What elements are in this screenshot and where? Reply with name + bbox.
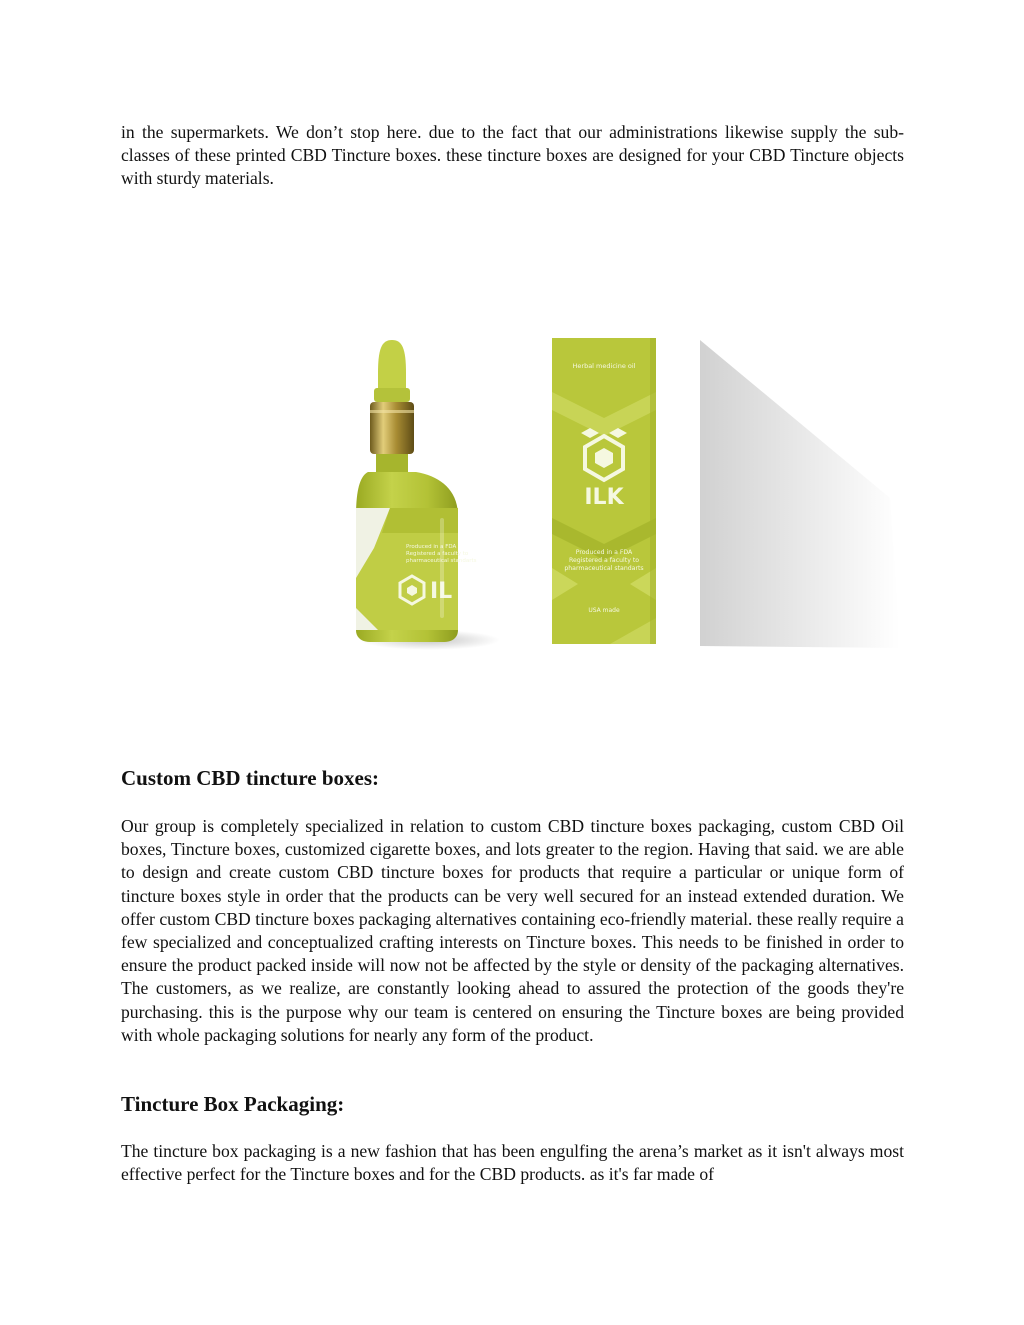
packaging-paragraph: The tincture box packaging is a new fashion that has been engulfing the arena’s market as it isn't always most effective perfect for the Tincture boxes and for the CBD products. as it's far made of — [121, 1141, 904, 1185]
bottle-text-2: Registered a faculty to — [406, 551, 469, 557]
box-text-2: Registered a faculty to — [568, 557, 640, 564]
bottle-text-1: Produced in a FDA — [406, 544, 457, 550]
intro-paragraph: in the supermarkets. We don’t stop here. due to the fact that our administrations likewise supply the sub-classes of these printed CBD Tincture boxes. these tincture boxes are designed for your CBD Tincture objects with sturdy materials. — [121, 122, 904, 189]
tincture-bottle — [356, 340, 477, 642]
tincture-box — [552, 338, 656, 644]
heading-custom-boxes: Custom CBD tincture boxes: — [121, 766, 380, 790]
custom-boxes-paragraph: Our group is completely specialized in relation to custom CBD tincture boxes packaging, custom CBD Oil boxes, Tincture boxes, customized cigarette boxes, and lots greater to the region. Having that said. we are able to design and create custom CBD tincture boxes for products that require a particular or unique form of tincture boxes style in order that the products can be very well secured for an instead extended duration. We offer custom CBD tincture boxes packaging alternatives containing eco-friendly material. these really require a few specialized and conceptualized crafting interests on Tincture boxes. This needs to be finished in order to ensure the product packed inside will now not be affected by the style or density of the packaging alternatives. The customers, as we realize, are constantly looking ahead to assured the protection of the goods they're purchasing. this is the purpose why our team is centered on ensuring the Tincture boxes are being provided with whole packaging solutions for nearly any form of the product. — [121, 816, 904, 1045]
bottle-text-3: pharmaceutical standarts — [406, 558, 477, 564]
box-text-3: pharmaceutical standarts — [564, 565, 644, 572]
box-text-1: Produced in a FDA — [575, 549, 633, 556]
box-brand: ILK — [584, 485, 624, 510]
bottle-brand: IL — [430, 579, 453, 604]
heading-packaging: Tincture Box Packaging: — [121, 1092, 345, 1116]
box-label-top: Herbal medicine oil — [572, 362, 636, 370]
product-image — [330, 318, 930, 743]
box-label-bottom: USA made — [588, 607, 620, 614]
